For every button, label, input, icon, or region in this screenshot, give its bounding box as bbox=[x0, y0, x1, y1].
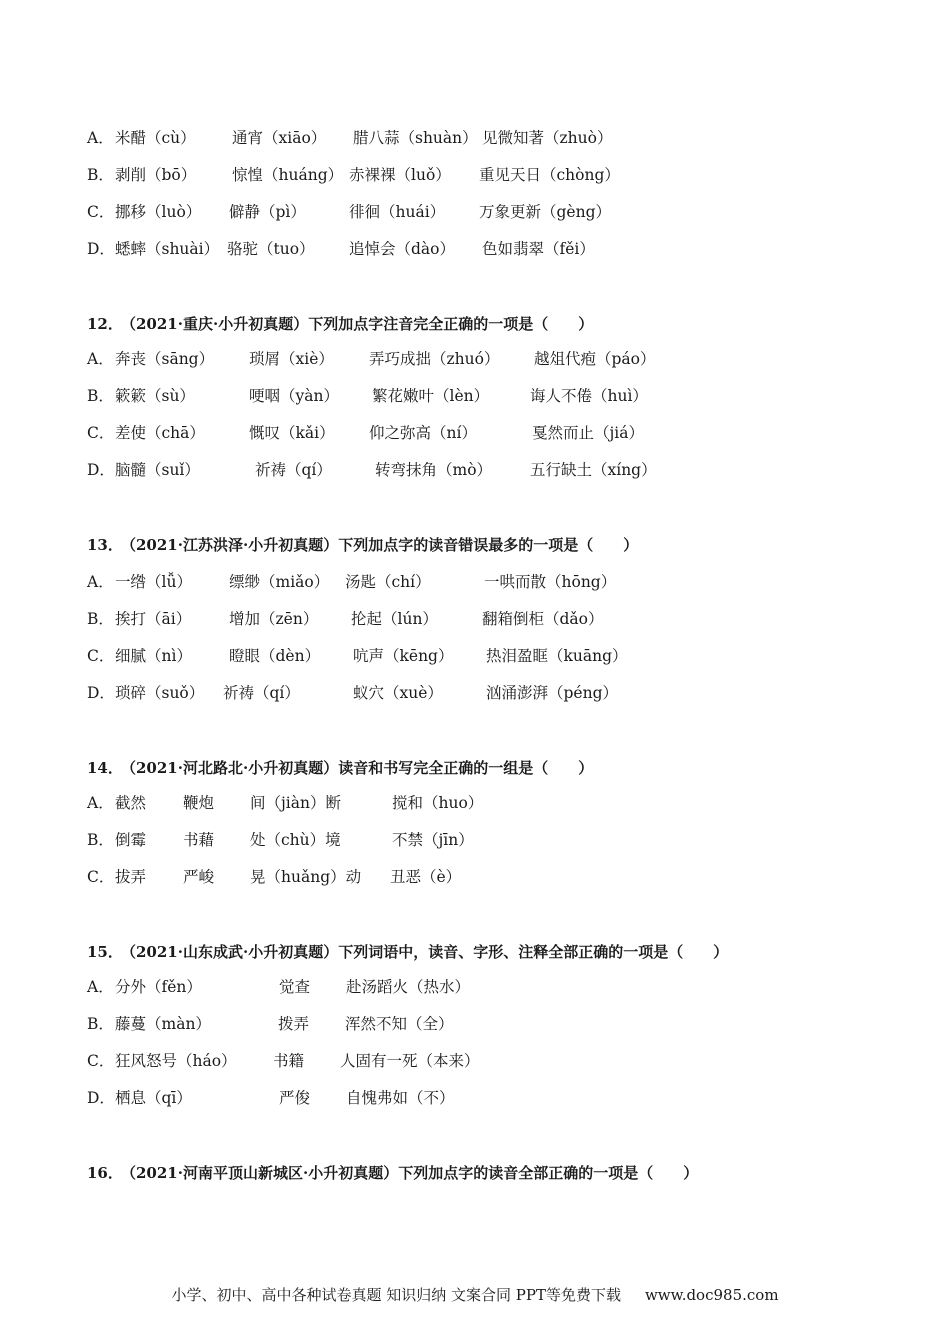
question-text: （2021·重庆·小升初真题）下列加点字注音完全正确的一项是 bbox=[121, 315, 534, 333]
option-item: 间（jiàn）断 bbox=[250, 794, 341, 812]
option-letter: A． bbox=[87, 978, 114, 996]
option-a bbox=[87, 125, 613, 151]
answer-blank[interactable]: （ ） bbox=[668, 943, 729, 961]
question-text: （2021·江苏洪泽·小升初真题）下列加点字的读音错误最多的一项是 bbox=[121, 536, 579, 554]
option-item: 弄巧成拙（zhuó） bbox=[369, 350, 500, 368]
option-item: 瞪眼（dèn） bbox=[229, 647, 321, 665]
option-letter: C． bbox=[87, 868, 115, 886]
question-text: （2021·河南平顶山新城区·小升初真题）下列加点字的读音全部正确的一项是 bbox=[121, 1164, 639, 1182]
option-item: 见微知著（zhuò） bbox=[482, 129, 613, 147]
option-item: 蚁穴（xuè） bbox=[353, 684, 443, 702]
option-b bbox=[87, 162, 620, 188]
option-item: 慨叹（kǎi） bbox=[249, 424, 335, 442]
option-letter: D． bbox=[87, 1089, 115, 1107]
option-letter: A． bbox=[87, 794, 114, 812]
answer-blank[interactable]: （ ） bbox=[638, 1164, 699, 1182]
option-item: 腊八蒜（shuàn） bbox=[353, 129, 478, 147]
option-item: 拔弄 bbox=[115, 868, 147, 886]
option-item: 惊惶（huáng） bbox=[232, 166, 344, 184]
footer-text: 小学、初中、高中各种试卷真题 知识归纳 文案合同 PPT等免费下载 bbox=[171, 1286, 621, 1304]
option-item: 浑然不知（全） bbox=[345, 1015, 454, 1033]
option-b bbox=[87, 383, 648, 409]
option-letter: C． bbox=[87, 647, 115, 665]
option-item: 吭声（kēng） bbox=[353, 647, 454, 665]
option-c bbox=[87, 199, 612, 225]
option-a bbox=[87, 974, 471, 1000]
option-c bbox=[87, 1048, 480, 1074]
option-item: 骆驼（tuo） bbox=[227, 240, 315, 258]
page-footer bbox=[0, 1282, 950, 1308]
question-stem bbox=[87, 532, 639, 558]
option-item: 奔丧（sāng） bbox=[115, 350, 215, 368]
option-item: 严峻 bbox=[183, 868, 215, 886]
option-item: 差使（chā） bbox=[115, 424, 205, 442]
option-item: 倒霉 bbox=[115, 831, 147, 849]
option-item: 追悼会（dào） bbox=[349, 240, 455, 258]
option-item: 僻静（pì） bbox=[229, 203, 306, 221]
option-item: 赴汤蹈火（热水） bbox=[346, 978, 471, 996]
option-item: 觉查 bbox=[279, 978, 311, 996]
option-item: 人固有一死（本来） bbox=[340, 1052, 480, 1070]
option-letter: D． bbox=[87, 461, 115, 479]
option-item: 缥缈（miǎo） bbox=[229, 573, 330, 591]
option-letter: D． bbox=[87, 240, 115, 258]
question-text: （2021·山东成武·小升初真题）下列词语中，读音、字形、注释全部正确的一项是 bbox=[121, 943, 669, 961]
option-letter: A． bbox=[87, 129, 114, 147]
option-item: 琐碎（suǒ） bbox=[115, 684, 205, 702]
option-item: 转弯抹角（mò） bbox=[375, 461, 493, 479]
question-stem bbox=[87, 939, 729, 965]
option-item: 赤裸裸（luǒ） bbox=[349, 166, 451, 184]
option-item: 截然 bbox=[115, 794, 147, 812]
question-text: （2021·河北路北·小升初真题）读音和书写完全正确的一组是 bbox=[121, 759, 534, 777]
option-item: 徘徊（huái） bbox=[349, 203, 446, 221]
option-item: 不禁（jīn） bbox=[392, 831, 474, 849]
option-item: 拨弄 bbox=[278, 1015, 310, 1033]
option-item: 狂风怒号（háo） bbox=[115, 1052, 237, 1070]
answer-blank[interactable]: （ ） bbox=[533, 759, 594, 777]
option-item: 丑恶（è） bbox=[390, 868, 462, 886]
option-item: 越俎代疱（páo） bbox=[534, 350, 656, 368]
option-item: 脑髓（suǐ） bbox=[115, 461, 200, 479]
option-item: 簌簌（sù） bbox=[115, 387, 195, 405]
option-item: 琐屑（xiè） bbox=[249, 350, 334, 368]
answer-blank[interactable]: （ ） bbox=[578, 536, 639, 554]
option-letter: B． bbox=[87, 1015, 114, 1033]
option-item: 翻箱倒柜（dǎo） bbox=[482, 610, 604, 628]
option-item: 米醋（cù） bbox=[115, 129, 196, 147]
option-letter: A． bbox=[87, 350, 114, 368]
option-letter: D． bbox=[87, 684, 115, 702]
option-item: 挪移（luò） bbox=[115, 203, 202, 221]
option-letter: C． bbox=[87, 1052, 115, 1070]
option-a bbox=[87, 569, 617, 595]
option-c bbox=[87, 420, 645, 446]
option-item: 细腻（nì） bbox=[115, 647, 192, 665]
option-item: 搅和（huo） bbox=[392, 794, 484, 812]
option-item: 挨打（āi） bbox=[115, 610, 192, 628]
option-a bbox=[87, 346, 656, 372]
option-item: 诲人不倦（huì） bbox=[530, 387, 648, 405]
question-number: 15． bbox=[87, 943, 123, 961]
question-number: 16． bbox=[87, 1164, 123, 1182]
option-item: 祈祷（qí） bbox=[255, 461, 332, 479]
option-item: 热泪盈眶（kuāng） bbox=[486, 647, 628, 665]
option-item: 一绺（lǚ） bbox=[115, 573, 192, 591]
question-number: 14． bbox=[87, 759, 123, 777]
option-item: 晃（huǎng）动 bbox=[250, 868, 362, 886]
option-item: 书籍 bbox=[273, 1052, 305, 1070]
footer-link[interactable]: www.doc985.com bbox=[644, 1286, 779, 1304]
option-letter: B． bbox=[87, 166, 114, 184]
option-item: 汤匙（chí） bbox=[345, 573, 431, 591]
option-item: 栖息（qī） bbox=[115, 1089, 192, 1107]
option-item: 五行缺土（xíng） bbox=[530, 461, 657, 479]
option-item: 抡起（lún） bbox=[351, 610, 438, 628]
option-b bbox=[87, 827, 474, 853]
question-number: 13． bbox=[87, 536, 123, 554]
option-item: 一哄而散（hōng） bbox=[484, 573, 617, 591]
option-item: 万象更新（gèng） bbox=[479, 203, 612, 221]
option-item: 书藉 bbox=[183, 831, 215, 849]
option-item: 繁花嫩叶（lèn） bbox=[372, 387, 490, 405]
option-item: 汹涌澎湃（péng） bbox=[486, 684, 619, 702]
option-letter: A． bbox=[87, 573, 114, 591]
option-d bbox=[87, 236, 595, 262]
question-stem bbox=[87, 311, 594, 337]
option-a bbox=[87, 790, 484, 816]
question-stem bbox=[87, 755, 594, 781]
answer-blank[interactable]: （ ） bbox=[533, 315, 594, 333]
option-item: 处（chù）境 bbox=[250, 831, 341, 849]
option-item: 藤蔓（màn） bbox=[115, 1015, 211, 1033]
option-item: 剥削（bō） bbox=[115, 166, 197, 184]
option-item: 重见天日（chòng） bbox=[479, 166, 620, 184]
option-item: 蟋蟀（shuài） bbox=[115, 240, 220, 258]
option-item: 戛然而止（jiá） bbox=[532, 424, 645, 442]
option-item: 严俊 bbox=[279, 1089, 311, 1107]
option-letter: B． bbox=[87, 387, 114, 405]
option-c bbox=[87, 643, 628, 669]
option-item: 通宵（xiāo） bbox=[232, 129, 327, 147]
option-item: 分外（fěn） bbox=[115, 978, 202, 996]
option-item: 祈祷（qí） bbox=[223, 684, 300, 702]
option-d bbox=[87, 457, 657, 483]
option-d bbox=[87, 1085, 455, 1111]
option-item: 仰之弥高（ní） bbox=[369, 424, 477, 442]
option-item: 鞭炮 bbox=[183, 794, 215, 812]
option-letter: C． bbox=[87, 424, 115, 442]
option-item: 色如翡翠（fěi） bbox=[482, 240, 595, 258]
question-stem bbox=[87, 1160, 699, 1186]
option-item: 增加（zēn） bbox=[229, 610, 319, 628]
option-b bbox=[87, 606, 604, 632]
option-letter: C． bbox=[87, 203, 115, 221]
question-number: 12． bbox=[87, 315, 123, 333]
option-c bbox=[87, 864, 462, 890]
option-item: 哽咽（yàn） bbox=[249, 387, 339, 405]
option-b bbox=[87, 1011, 454, 1037]
option-letter: B． bbox=[87, 610, 114, 628]
option-d bbox=[87, 680, 619, 706]
option-item: 自愧弗如（不） bbox=[346, 1089, 455, 1107]
option-letter: B． bbox=[87, 831, 114, 849]
